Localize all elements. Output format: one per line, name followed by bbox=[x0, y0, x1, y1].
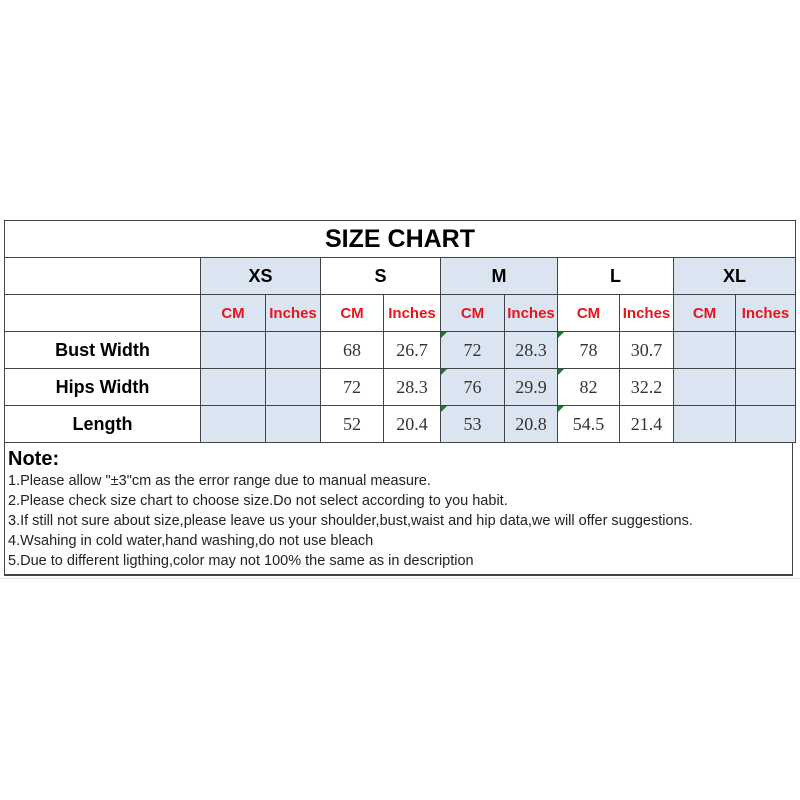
note-line: 4.Wsahing in cold water,hand washing,do not use bleach bbox=[8, 533, 374, 549]
cell-marker-icon bbox=[441, 369, 447, 375]
value-text: 78 bbox=[579, 339, 598, 360]
cell-marker-icon bbox=[558, 406, 564, 412]
size-header-xs: XS bbox=[201, 258, 321, 295]
cell-marker-icon bbox=[441, 406, 447, 412]
unit-header-inches: Inches bbox=[736, 295, 796, 332]
value-cell bbox=[441, 406, 505, 443]
value-cell bbox=[266, 332, 321, 369]
value-text: 29.9 bbox=[515, 376, 547, 397]
value-text: 20.4 bbox=[396, 413, 428, 434]
value-cell bbox=[558, 406, 620, 443]
empty-header-cell bbox=[5, 295, 201, 332]
value-cell bbox=[505, 406, 558, 443]
chart-title: SIZE CHART bbox=[5, 221, 796, 258]
value-text: 68 bbox=[343, 339, 361, 360]
value-cell bbox=[441, 332, 505, 369]
note-box bbox=[4, 442, 793, 576]
value-cell bbox=[558, 332, 620, 369]
value-text: 26.7 bbox=[396, 339, 428, 360]
value-text: 82 bbox=[579, 376, 598, 397]
value-cell bbox=[384, 406, 441, 443]
value-text: 30.7 bbox=[630, 339, 663, 360]
row-label: Bust Width bbox=[5, 332, 201, 369]
value-cell bbox=[266, 406, 321, 443]
unit-header-inches: Inches bbox=[505, 295, 558, 332]
value-cell bbox=[266, 369, 321, 406]
value-text: 76 bbox=[463, 376, 482, 397]
table-row bbox=[5, 332, 796, 369]
unit-header-cm: CM bbox=[201, 295, 266, 332]
unit-header-cm: CM bbox=[321, 295, 384, 332]
cell-marker-icon bbox=[558, 369, 564, 375]
unit-header-cm: CM bbox=[558, 295, 620, 332]
value-cell bbox=[321, 332, 384, 369]
value-text: 53 bbox=[463, 413, 482, 434]
value-text: 32.2 bbox=[630, 376, 663, 397]
value-cell bbox=[674, 369, 736, 406]
unit-header-inches: Inches bbox=[384, 295, 441, 332]
value-cell bbox=[321, 406, 384, 443]
unit-header-cm: CM bbox=[441, 295, 505, 332]
value-cell bbox=[620, 406, 674, 443]
value-text: 28.3 bbox=[396, 376, 428, 397]
value-cell bbox=[384, 369, 441, 406]
value-text: 54.5 bbox=[572, 413, 605, 434]
value-cell bbox=[736, 406, 796, 443]
cell-marker-icon bbox=[558, 332, 564, 338]
size-header-s: S bbox=[321, 258, 441, 295]
value-text: 20.8 bbox=[515, 413, 547, 434]
value-text: 21.4 bbox=[630, 413, 663, 434]
unit-header-inches: Inches bbox=[266, 295, 321, 332]
table-row bbox=[5, 369, 796, 406]
size-header-l: L bbox=[558, 258, 674, 295]
value-cell bbox=[620, 369, 674, 406]
value-cell bbox=[558, 369, 620, 406]
value-text: 72 bbox=[343, 376, 361, 397]
row-label: Hips Width bbox=[5, 369, 201, 406]
value-cell bbox=[505, 369, 558, 406]
note-line: 5.Due to different ligthing,color may not 100% the same as in description bbox=[8, 553, 474, 569]
value-cell bbox=[384, 332, 441, 369]
note-line: 2.Please check size chart to choose size.Do not select according to you habit. bbox=[8, 493, 508, 509]
unit-header-inches: Inches bbox=[620, 295, 674, 332]
note-line: 3.If still not sure about size,please leave us your shoulder,bust,waist and hip data,we will offer suggestions. bbox=[8, 513, 693, 529]
size-header-m: M bbox=[441, 258, 558, 295]
value-cell bbox=[736, 369, 796, 406]
value-cell bbox=[201, 332, 266, 369]
value-cell bbox=[620, 332, 674, 369]
note-line: 1.Please allow "±3"cm as the error range due to manual measure. bbox=[8, 473, 431, 489]
value-cell bbox=[441, 369, 505, 406]
row-label: Length bbox=[5, 406, 201, 443]
cell-marker-icon bbox=[441, 332, 447, 338]
value-cell bbox=[321, 369, 384, 406]
size-header-xl: XL bbox=[674, 258, 796, 295]
value-cell bbox=[674, 332, 736, 369]
value-cell bbox=[674, 406, 736, 443]
unit-header-cm: CM bbox=[674, 295, 736, 332]
empty-header-cell bbox=[5, 258, 201, 295]
note-heading: Note: bbox=[8, 448, 60, 470]
value-text: 28.3 bbox=[515, 339, 547, 360]
value-cell bbox=[505, 332, 558, 369]
table-row bbox=[5, 406, 796, 443]
value-cell bbox=[201, 406, 266, 443]
value-text: 52 bbox=[343, 413, 361, 434]
value-cell bbox=[201, 369, 266, 406]
size-chart-table bbox=[4, 220, 796, 443]
value-cell bbox=[736, 332, 796, 369]
value-text: 72 bbox=[463, 339, 482, 360]
